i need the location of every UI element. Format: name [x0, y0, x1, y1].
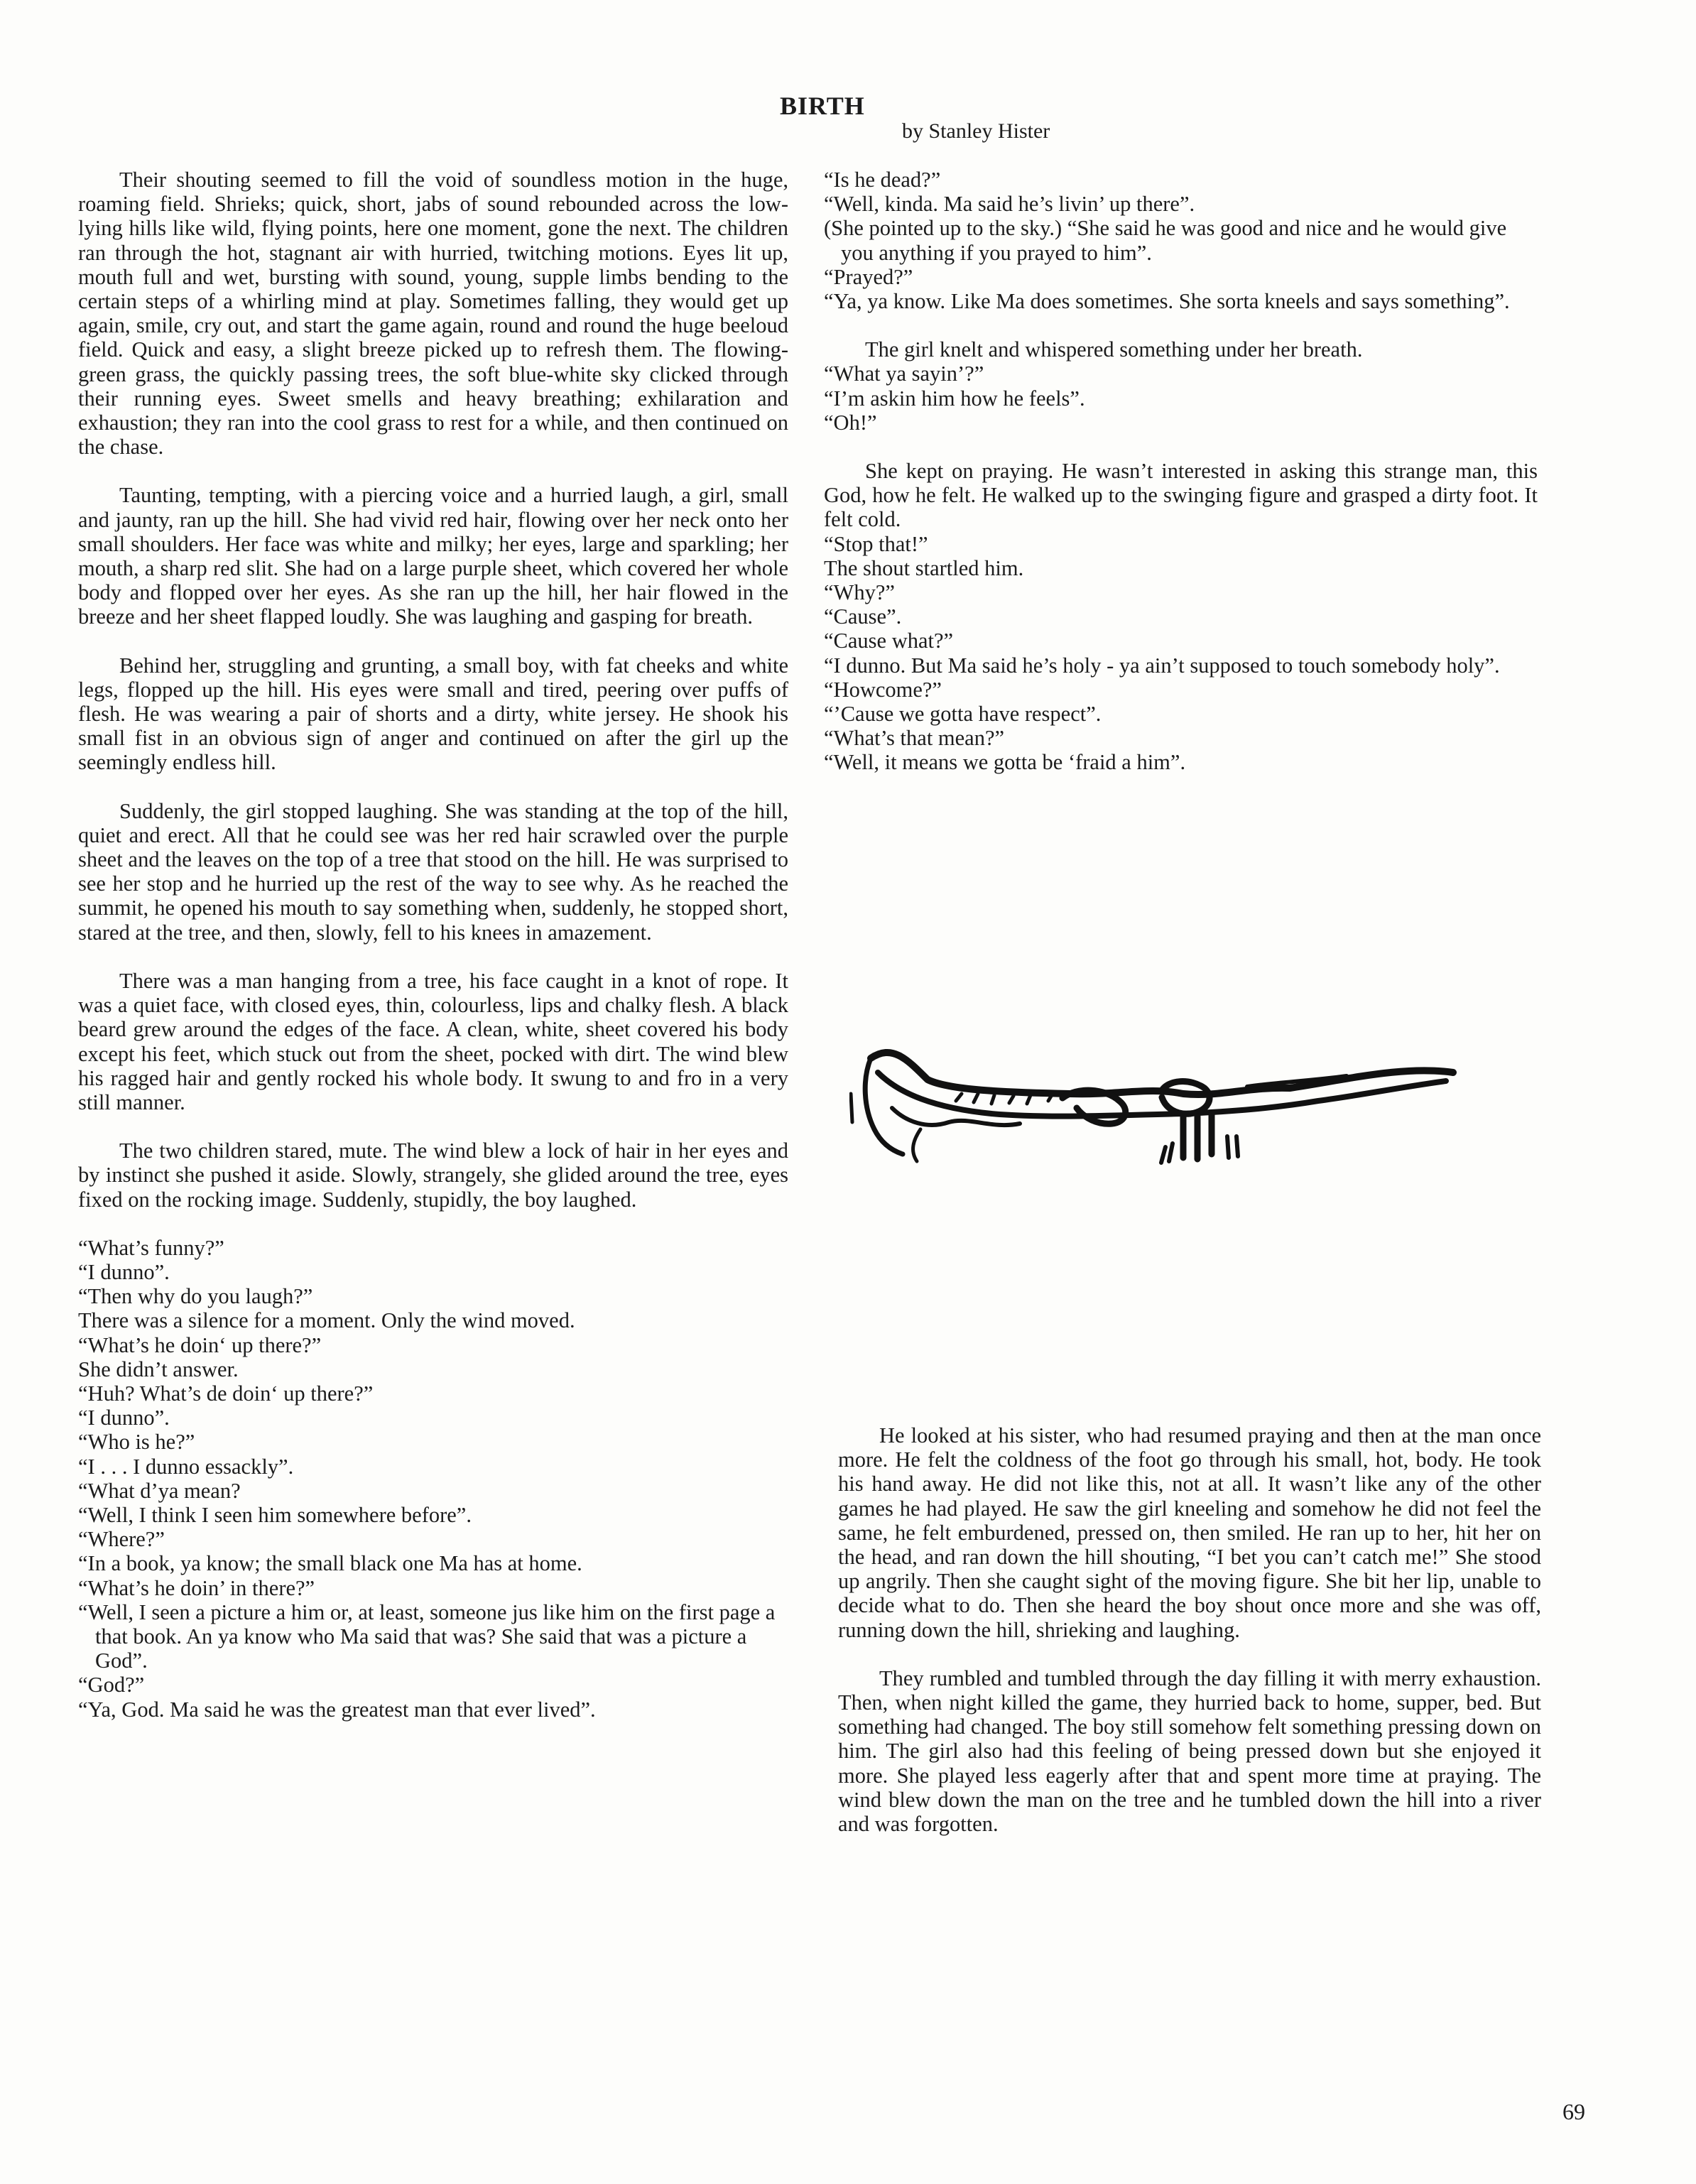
article-title: BIRTH	[780, 92, 865, 120]
paragraph: There was a man hanging from a tree, his face caught in a knot of rope. It was a quiet face, with closed eyes, thin, colourless, lips and chalky flesh. A black beard grew around the edges of the face. A clean, white, sheet covered his body except his feet, which stuck out from the sheet, pocked with dirt. The wind blew his ragged hair and gently rocked his whole body. It swung to and fro in a very still manner.	[78, 968, 788, 1114]
dialogue-line: “Who is he?”	[78, 1430, 195, 1455]
left-column	[78, 168, 788, 1722]
dialogue-line: “Well, I think I seen him somewhere before”.	[78, 1502, 472, 1527]
dialogue-line: “What’s that mean?”	[824, 726, 1005, 751]
dialogue-line: “Well, it means we gotta be ‘fraid a him”.	[824, 750, 1186, 775]
paragraph-gap	[78, 459, 788, 483]
paragraph: He looked at his sister, who had resumed praying and then at the man once more. He felt the coldness of the foot go through his small, hot, body. He took his hand away. He did not like this, not at all. It wasn’t like any of the other games he had played. He saw the girl kneeling and somehow he did not feel the same, he felt emburdened, pressed on, then smiled. He ran up to her, hit her on the head, and ran down the hill shouting, “I bet you can’t catch me!” She stood up angrily. Then she caught sight of the moving figure. She bit her lip, unable to decide what to do. Then she heard the boy shout once more and she was off, running down the hill, shrieking and laughing.	[838, 1423, 1541, 1642]
dialogue-line: “’Cause we gotta have respect”.	[824, 702, 1102, 727]
paragraph-gap	[78, 1212, 788, 1236]
dialogue-line: “I’m askin him how he feels”.	[824, 386, 1085, 411]
dialogue-line: “What d’ya mean?	[78, 1478, 241, 1503]
dialogue-line: “Huh? What’s de doin‘ up there?”	[78, 1381, 374, 1406]
paragraph: Suddenly, the girl stopped laughing. She was standing at the top of the hill, quiet and erect. All that he could see was her red hair scrawled over the purple sheet and the leaves on the top of a tree that stood on the hill. He was surprised to see her stop and he hurried up the rest of the way to see why. As he reached the summit, he opened his mouth to say something when, suddenly, he stopped short, stared at the tree, and then, slowly, fell to his knees in amazement.	[78, 798, 788, 945]
dialogue-line: “Howcome?”	[824, 677, 942, 702]
dialogue-line: “I dunno”.	[78, 1259, 170, 1284]
dialogue-line: “Then why do you laugh?”	[78, 1284, 313, 1309]
paragraph-gap	[824, 435, 1538, 459]
dialogue-line: “Oh!”	[824, 410, 877, 435]
dialogue-line: “Is he dead?”	[824, 168, 941, 192]
paragraph: The girl knelt and whispered something under her breath.	[865, 337, 1363, 362]
dialogue-line: “What’s he doin‘ up there?”	[78, 1332, 322, 1357]
page-number: 69	[1562, 2099, 1585, 2124]
paragraph: They rumbled and tumbled through the day filling it with merry exhaustion. Then, when night killed the game, they hurried back to home, supper, bed. But something had changed. The boy still somehow felt something pressing down on him. The girl also had this feeling of being pressed down but she enjoyed it more. She played less eagerly after that and spent more time at praying. The wind blew down the man on the tree and he tumbled down the hill into a river and was forgotten.	[838, 1666, 1541, 1837]
dialogue-line: “Why?”	[824, 580, 895, 605]
paragraph: Their shouting seemed to fill the void of soundless motion in the huge, roaming field. Shrieks; quick, short, jabs of sound rebounded across the low-lying hills like wild, flying points, here one moment, gone the next. The children ran through the hot, stagnant air with hurried, twitching motions. Eyes lit up, mouth full and wet, bursting with sound, young, supple limbs bending to the certain steps of a whirling mind at play. Sometimes falling, they would get up again, smile, cry out, and start the game again, round and round the huge beeloud field. Quick and easy, a slight breeze picked up to refresh them. The flowing-green grass, the quickly passing trees, the soft blue-white sky clicked through their running eyes. Sweet smells and heavy breathing; exhilaration and exhaustion; they ran into the cool grass to rest for a while, and then continued on the chase.	[78, 168, 788, 460]
dialogue-line: “In a book, ya know; the small black one Ma has at home.	[78, 1551, 582, 1576]
dialogue-line: “Ya, ya know. Like Ma does sometimes. She sorta kneels and says something”.	[824, 289, 1510, 314]
paragraph: Taunting, tempting, with a piercing voice and a hurried laugh, a girl, small and jaunty, ran up the hill. She had vivid red hair, flowing over her neck onto her small shoulders. Her face was white and milky; her eyes, large and sparkling; her mouth, a sharp red slit. She had on a large purple sheet, which covered her whole body and flopped over her eyes. As she ran up the hill, her hair flowed in the breeze and her sheet flapped loudly. She was laughing and gasping for breath.	[78, 483, 788, 629]
paragraph-gap	[78, 1114, 788, 1139]
paragraph: The two children stared, mute. The wind blew a lock of hair in her eyes and by instinct she pushed it aside. Slowly, strangely, she glided around the tree, eyes fixed on the rocking image. Suddenly, stupidly, the boy laughed.	[78, 1139, 788, 1212]
dialogue-line: “What’s funny?”	[78, 1235, 224, 1260]
paragraph: She kept on praying. He wasn’t interested in asking this strange man, this God, how he felt. He walked up to the swinging figure and grasped a dirty foot. It felt cold.	[824, 459, 1538, 532]
dialogue-line: “Well, I seen a picture a him or, at least, someone jus like him on the first page a that book. An ya know who Ma said that was? She said that was a picture a God”.	[78, 1599, 776, 1673]
dialogue-line: “Prayed?”	[824, 264, 913, 289]
right-column-top	[824, 168, 1538, 775]
paragraph: Behind her, struggling and grunting, a small boy, with fat cheeks and white legs, flopped up the hill. His eyes were small and tired, peering over puffs of flesh. He was wearing a pair of shorts and a dirty, white jersey. He shook his small fist in an obvious sign of anger and continued on after the girl up the seemingly endless hill.	[78, 653, 788, 775]
paragraph-gap	[838, 1642, 1541, 1666]
dialogue-line: “I dunno. But Ma said he’s holy - ya ain’t supposed to touch somebody holy”.	[824, 653, 1500, 678]
article-byline: by Stanley Hister	[902, 119, 1050, 143]
dialogue-line: “Where?”	[78, 1527, 165, 1552]
dialogue-line: “Ya, God. Ma said he was the greatest man that ever lived”.	[78, 1697, 596, 1722]
dialogue-line: There was a silence for a moment. Only the wind moved.	[78, 1308, 575, 1333]
paragraph-gap	[78, 945, 788, 969]
paragraph-gap	[78, 775, 788, 799]
dialogue-line: The shout startled him.	[824, 555, 1024, 580]
hanging-figure-sketch	[849, 1030, 1474, 1186]
dialogue-line: She didn’t answer.	[78, 1357, 239, 1381]
paragraph-gap	[824, 313, 1538, 337]
paragraph-gap	[78, 629, 788, 653]
dialogue-line: “Cause”.	[824, 604, 902, 629]
dialogue-line: (She pointed up to the sky.) “She said he was good and nice and he would give you anything if you prayed to him”.	[824, 216, 1507, 265]
dialogue-line: “I . . . I dunno essackly”.	[78, 1454, 294, 1479]
dialogue-line: “Well, kinda. Ma said he’s livin’ up there”.	[824, 192, 1195, 217]
dialogue-line: “Cause what?”	[824, 629, 954, 653]
dialogue-line: “What ya sayin’?”	[824, 362, 984, 386]
dialogue-line: “I dunno”.	[78, 1406, 170, 1430]
dialogue-line: “What’s he doin’ in there?”	[78, 1575, 315, 1600]
dialogue-line: “God?”	[78, 1673, 145, 1697]
dialogue-line: “Stop that!”	[824, 531, 928, 556]
right-column-bottom	[838, 1423, 1541, 1836]
